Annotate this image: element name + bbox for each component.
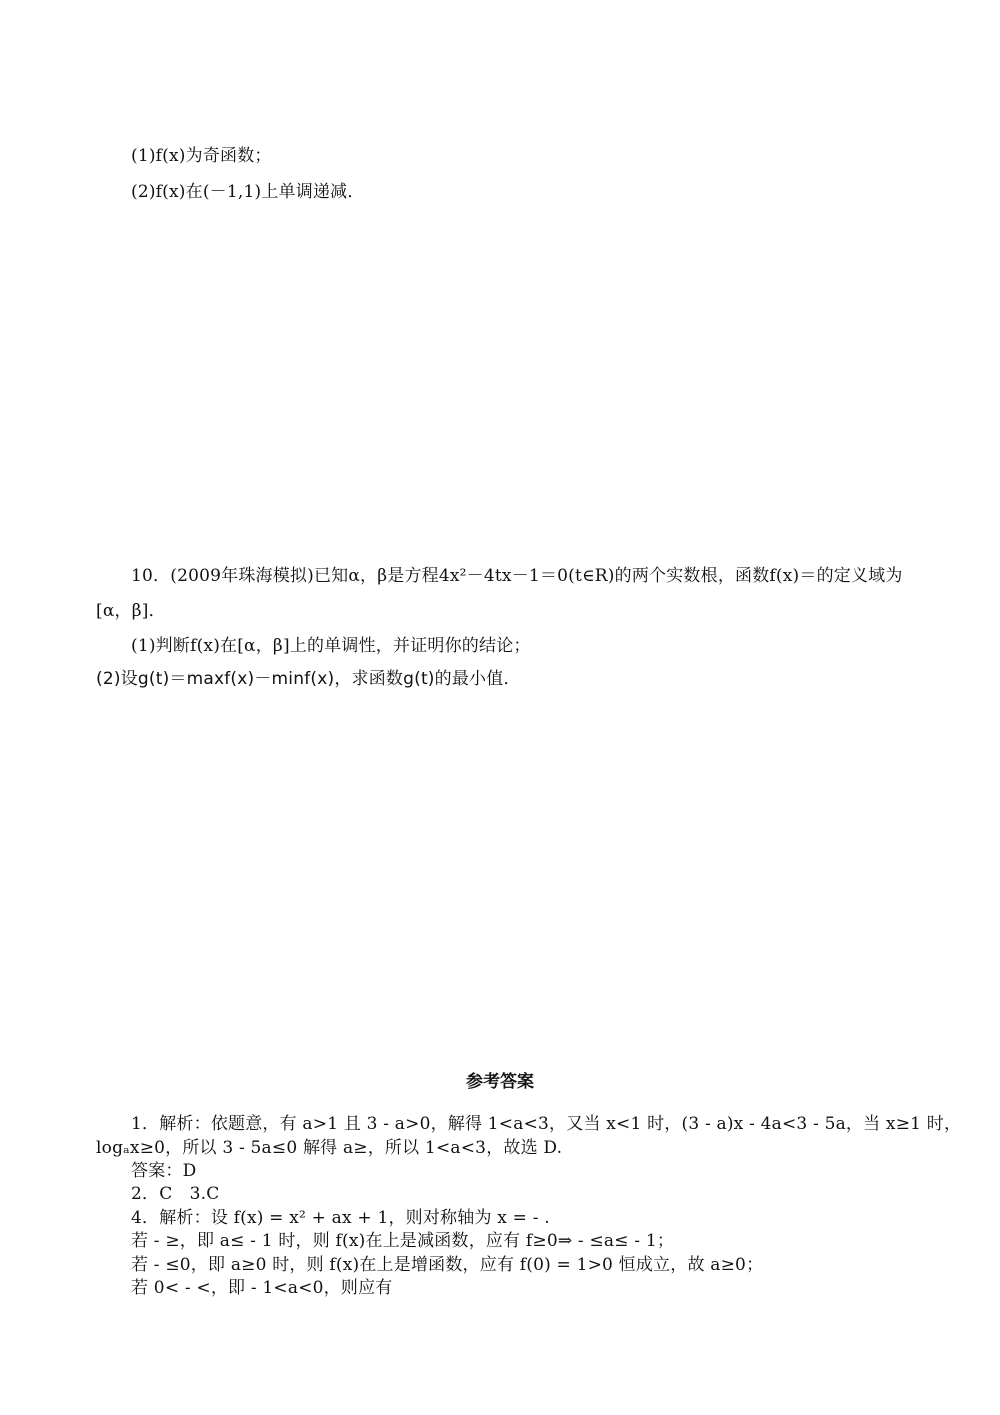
answers-heading: 参考答案 bbox=[466, 1072, 534, 1092]
answer-line-5: 4．解析：设 f(x) = x² + ax + 1，则对称轴为 x = - . bbox=[131, 1208, 550, 1228]
answer-line-1: 1．解析：依题意，有 a>1 且 3 - a>0，解得 1<a<3，又当 x<1 时，(3 - a)x - 4a<3 - 5a，当 x≥1 时， bbox=[131, 1114, 962, 1134]
q10-stem-line-2: [α，β]． bbox=[96, 601, 166, 621]
q9-part-2: (2)f(x)在(－1,1)上单调递减． bbox=[131, 182, 365, 202]
q10-part-2: (2)设g(t)＝maxf(x)－minf(x)，求函数g(t)的最小值． bbox=[96, 669, 521, 689]
q10-stem-line-1: 10．(2009年珠海模拟)已知α，β是方程4x²－4tx－1＝0(t∈R)的两个实数根，函数f(x)＝的定义域为 bbox=[131, 566, 903, 586]
answer-line-7: 若 - ≤0，即 a≥0 时，则 f(x)在上是增函数，应有 f(0) = 1>0 恒成立，故 a≥0； bbox=[131, 1255, 764, 1275]
q10-part-1: (1)判断f(x)在[α，β]上的单调性，并证明你的结论； bbox=[131, 636, 531, 656]
answer-line-4: 2．C 3.C bbox=[131, 1184, 220, 1204]
q9-part-1: (1)f(x)为奇函数； bbox=[131, 146, 272, 166]
answer-line-2: logₐx≥0，所以 3 - 5a≤0 解得 a≥，所以 1<a<3，故选 D. bbox=[96, 1138, 563, 1158]
answer-line-3: 答案：D bbox=[131, 1161, 197, 1181]
answer-line-6: 若 - ≥，即 a≤ - 1 时，则 f(x)在上是减函数，应有 f≥0⇒ - ≤a≤ - 1； bbox=[131, 1231, 675, 1251]
answer-line-8: 若 0< - <，即 - 1<a<0，则应有 bbox=[131, 1278, 393, 1298]
